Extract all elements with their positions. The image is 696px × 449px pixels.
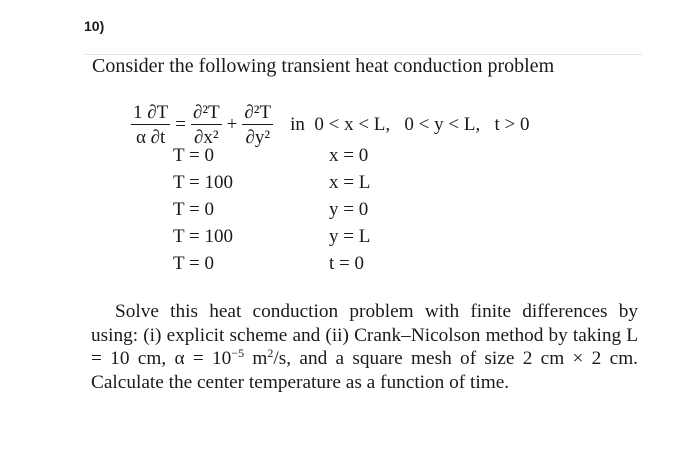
condition-values [173, 142, 233, 277]
lhs-fraction [131, 103, 170, 147]
statement-part-2: m [244, 348, 268, 369]
condition-value: T = 0 [173, 145, 214, 166]
equals-sign: = [175, 114, 186, 135]
lhs-denominator: α ∂t [135, 127, 166, 148]
condition-value: T = 0 [173, 199, 214, 220]
statement-part-1: Solve this heat conduction problem with finite differences by using: (i) explicit scheme and (ii) Crank–Nicolson method by taking L = 10 cm, α = 10 [91, 301, 638, 369]
x-term-numerator: ∂²T [192, 102, 220, 123]
condition-value: T = 100 [173, 226, 233, 247]
area-exponent: 2 [267, 346, 274, 360]
equation-domain: in 0 < x < L, 0 < y < L, t > 0 [290, 114, 530, 135]
lhs-numerator: 1 ∂T [133, 102, 169, 123]
statement-part-3: /s, and a square mesh of size 2 cm × 2 cm. Calculate the center temperature as a function of time. [91, 348, 639, 393]
diffusivity-exponent: −5 [231, 346, 245, 360]
condition-locations [329, 142, 370, 277]
condition-location: x = L [329, 172, 371, 193]
condition-value: T = 0 [173, 253, 214, 274]
condition-location: y = L [329, 226, 371, 247]
condition-value: T = 100 [173, 172, 233, 193]
plus-sign: + [226, 114, 238, 135]
x-term-fraction [191, 103, 222, 147]
x-term-denominator: ∂x² [194, 127, 219, 148]
problem-statement [91, 300, 638, 394]
problem-intro: Consider the following transient heat conduction problem [92, 55, 555, 77]
condition-location: y = 0 [329, 199, 369, 220]
problem-statement-text [91, 300, 638, 394]
question-number: 10) [84, 18, 105, 34]
y-term-fraction [242, 103, 273, 147]
condition-location: t = 0 [329, 253, 364, 274]
y-term-numerator: ∂²T [244, 102, 272, 123]
condition-location: x = 0 [329, 145, 369, 166]
y-term-denominator: ∂y² [245, 127, 271, 148]
